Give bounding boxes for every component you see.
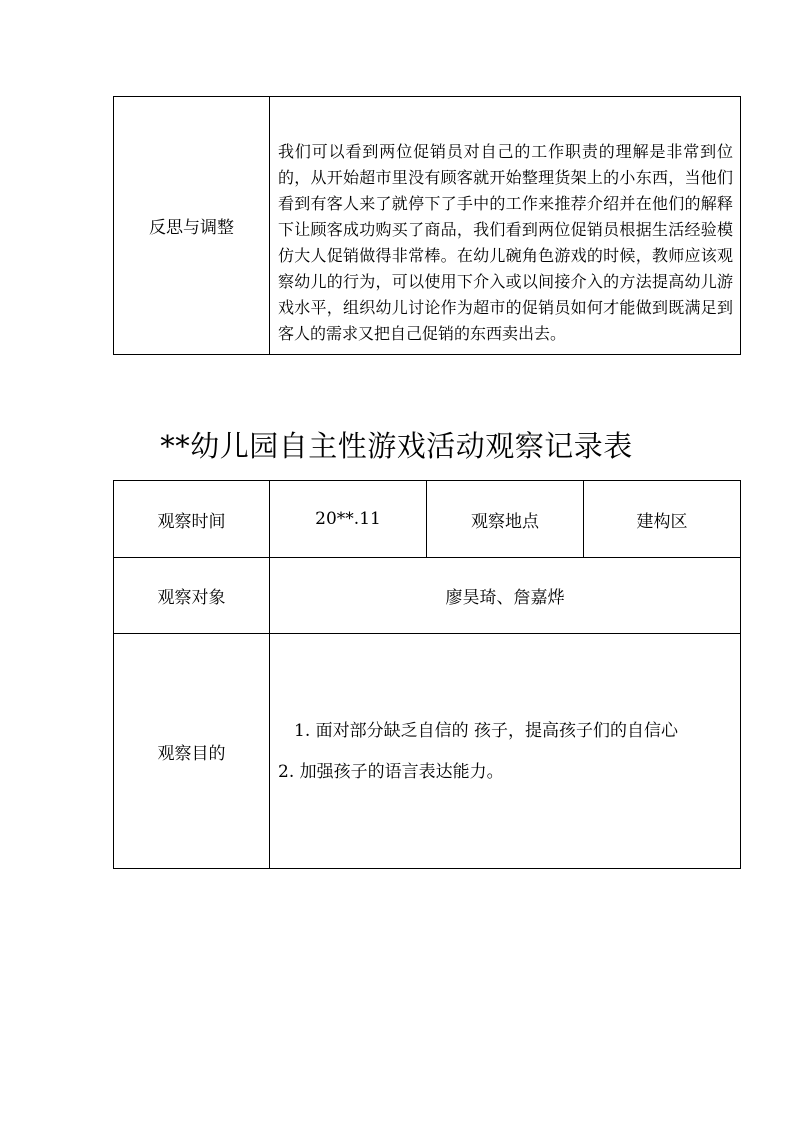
subject-row — [114, 558, 741, 634]
reflection-cell — [270, 97, 741, 355]
place-value: 建构区 — [584, 481, 741, 558]
reflection-table — [113, 96, 741, 355]
goal-item: 2. 加强孩子的语言表达能力。 — [278, 762, 504, 782]
subject-label: 观察对象 — [114, 558, 270, 634]
place-label: 观察地点 — [427, 481, 584, 558]
goal-list — [270, 634, 740, 782]
subject-value: 廖昊琦、詹嘉烨 — [270, 558, 741, 634]
reflection-text: 我们可以看到两位促销员对自己的工作职责的理解是非常到位的，从开始超市里没有顾客就开始整理货架上的小东西，当他们看到有客人来了就停下了手中的工作来推荐介绍并在他们的解释下让顾客成功购买了商品，我们看到两位促销员根据生活经验模仿大人促销做得非常棒。在幼儿碗角色游戏的时候，教师应该观察幼儿的行为，可以使用下介入或以间接介入的方法提高幼儿游戏水平，组织幼儿讨论作为超市的促销员如何才能做到既满足到客人的需求又把自己促销的东西卖出去。 — [278, 142, 733, 343]
time-value: 20**.11 — [270, 481, 427, 558]
observation-table — [113, 480, 741, 869]
goal-label: 观察目的 — [114, 634, 270, 869]
time-label: 观察时间 — [114, 481, 270, 558]
goal-row — [114, 634, 741, 869]
page-title: **幼儿园自主性游戏活动观察记录表 — [160, 429, 633, 463]
goal-item: 1. 面对部分缺乏自信的 孩子，提高孩子们的自信心 — [294, 721, 679, 741]
time-place-row — [114, 481, 741, 558]
goal-cell — [270, 634, 741, 869]
reflection-label: 反思与调整 — [114, 97, 270, 355]
